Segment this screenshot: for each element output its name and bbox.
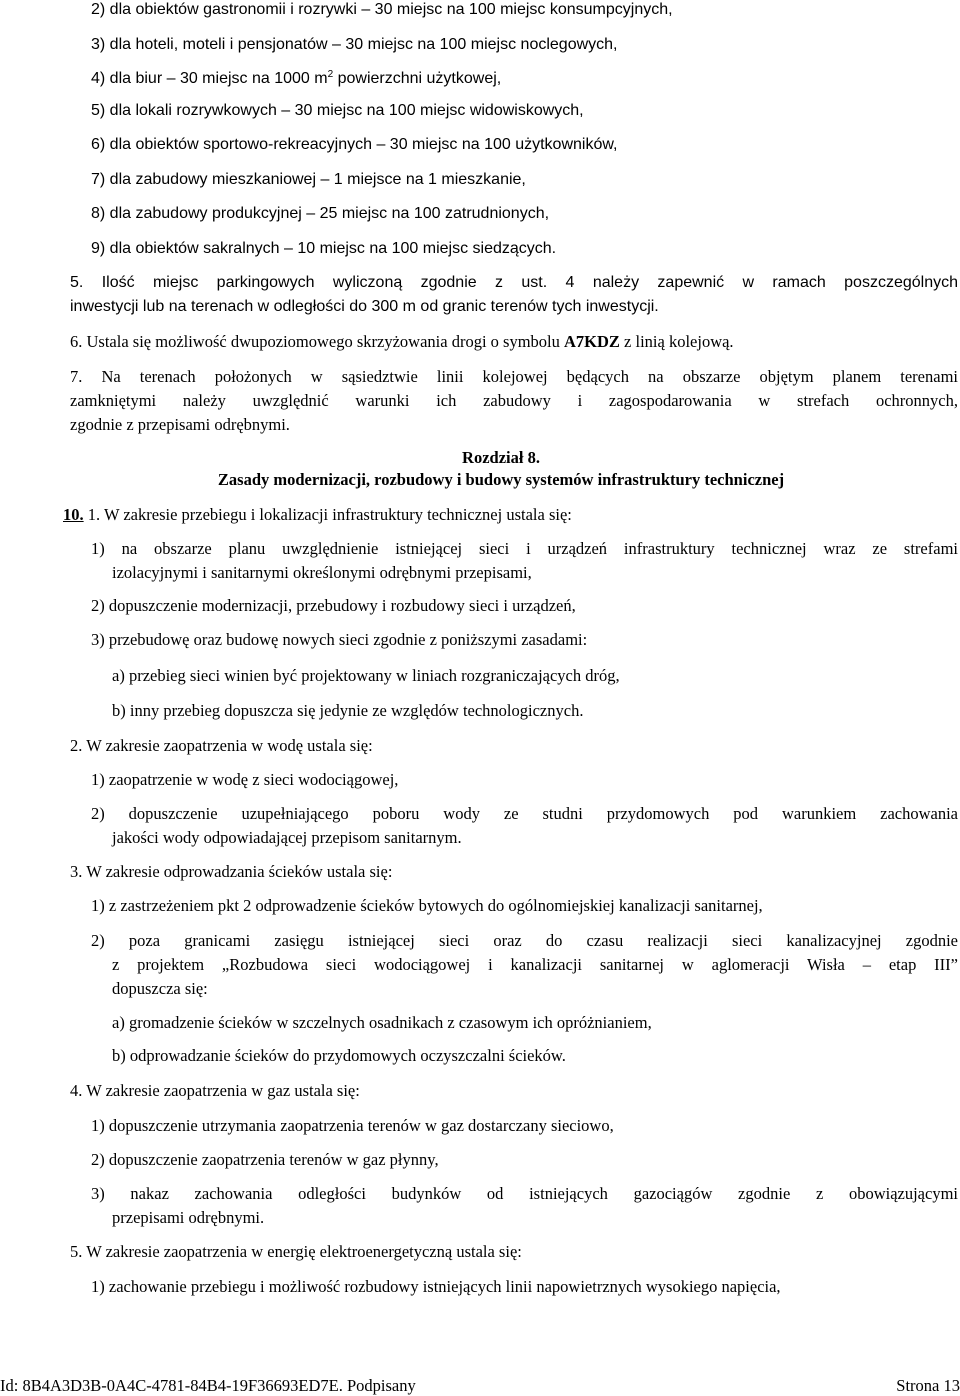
gas-item-3-line-1: 3) nakaz zachowania odległości budynków od istniejących gazociągów zgodnie z obowiązującymi [91,1184,958,1203]
energy-heading: 5. W zakresie zaopatrzenia w energię elektroenergetyczną ustala się: [70,1242,522,1261]
gas-heading: 4. W zakresie zaopatrzenia w gaz ustala się: [70,1081,360,1100]
s10-item-1-line-1: 1) na obszarze planu uwzględnienie istniejącej sieci i urządzeń infrastruktury technicznej wraz ze strefami [91,539,958,558]
sewage-item-2-line-3: dopuszcza się: [112,979,208,998]
energy-item-1: 1) zachowanie przebiegu i możliwość rozbudowy istniejących linii napowietrznych wysokiego napięcia, [91,1277,781,1296]
list-item-6: 6) dla obiektów sportowo-rekreacyjnych – 30 miejsc na 100 użytkowników, [91,136,618,153]
paragraph-7-line-2: zamkniętymi należy uwzględnić warunki ich zabudowy i zagospodarowania w strefach ochronnych, [70,391,958,410]
s10-item-3: 3) przebudowę oraz budowę nowych sieci zgodnie z poniższymi zasadami: [91,630,588,649]
sewage-item-2-line-1: 2) poza granicami zasięgu istniejącej sieci oraz do czasu realizacji sieci kanalizacyjnej zgodnie [91,931,958,950]
water-item-2-line-2: jakości wody odpowiadającej przepisom sanitarnym. [112,828,462,847]
sewage-heading: 3. W zakresie odprowadzania ścieków ustala się: [70,862,393,881]
list-item-4-text: 4) dla biur – 30 miejsc na 1000 m [91,70,328,87]
s10-item-3b: b) inny przebieg dopuszcza się jedynie ze względów technologicznych. [112,701,584,720]
section-10-heading [63,507,572,524]
document-id: Id: 8B4A3D3B-0A4C-4781-84B4-19F36693ED7E. Podpisany [0,1376,416,1395]
water-item-1: 1) zaopatrzenie w wodę z sieci wodociągowej, [91,770,399,789]
section-number: 10. [63,505,84,524]
paragraph-6 [70,334,734,351]
chapter-subtitle: Zasady modernizacji, rozbudowy i budowy systemów infrastruktury technicznej [217,470,785,489]
sewage-item-1: 1) z zastrzeżeniem pkt 2 odprowadzenie ścieków bytowych do ogólnomiejskiej kanalizacji sanitarnej, [91,896,763,915]
gas-item-2: 2) dopuszczenie zaopatrzenia terenów w gaz płynny, [91,1150,439,1169]
gas-item-3-line-2: przepisami odrębnymi. [112,1208,265,1227]
page-number: Strona 13 [896,1376,960,1395]
list-item-4 [91,70,501,87]
paragraph-5-line-2: inwestycji lub na terenach w odległości do 300 m od granic terenów tych inwestycji. [70,298,659,315]
road-symbol: A7KDZ [564,332,620,351]
list-item-5: 5) dla lokali rozrywkowych – 30 miejsc na 100 miejsc widowiskowych, [91,102,584,119]
paragraph-7-line-3: zgodnie z przepisami odrębnymi. [70,415,290,434]
sewage-item-2-line-2: z projektem „Rozbudowa sieci wodociągowej i kanalizacji sanitarnej w aglomeracji Wisła – etap III” [112,955,958,974]
paragraph-6-end: z linią kolejową. [619,332,734,351]
sewage-item-2a: a) gromadzenie ścieków w szczelnych osadnikach z czasowym ich opróżnianiem, [112,1013,652,1032]
water-item-2-line-1: 2) dopuszczenie uzupełniającego poboru wody ze studni przydomowych pod warunkiem zachowania [91,804,958,823]
list-item-3: 3) dla hoteli, moteli i pensjonatów – 30 miejsc na 100 miejsc noclegowych, [91,36,618,53]
paragraph-5-line-1: 5. Ilość miejsc parkingowych wyliczoną zgodnie z ust. 4 należy zapewnić w ramach poszczególnych [70,274,958,291]
list-item-7: 7) dla zabudowy mieszkaniowej – 1 miejsce na 1 mieszkanie, [91,171,526,188]
list-item-4-rest: powierzchni użytkowej, [333,70,502,87]
s10-item-2: 2) dopuszczenie modernizacji, przebudowy i rozbudowy sieci i urządzeń, [91,596,576,615]
paragraph-7-line-1: 7. Na terenach położonych w sąsiedztwie linii kolejowej będących na obszarze objętym planem terenami [70,367,958,386]
chapter-title: Rozdział 8. [462,448,540,467]
sewage-item-2b: b) odprowadzanie ścieków do przydomowych oczyszczalni ścieków. [112,1046,566,1065]
list-item-8: 8) dla zabudowy produkcyjnej – 25 miejsc na 100 zatrudnionych, [91,205,550,222]
gas-item-1: 1) dopuszczenie utrzymania zaopatrzenia terenów w gaz dostarczany sieciowo, [91,1116,614,1135]
section-10-text: 1. W zakresie przebiegu i lokalizacji infrastruktury technicznej ustala się: [83,505,572,524]
paragraph-6-text: 6. Ustala się możliwość dwupoziomowego skrzyżowania drogi o symbolu [70,332,564,351]
water-heading: 2. W zakresie zaopatrzenia w wodę ustala się: [70,736,373,755]
s10-item-3a: a) przebieg sieci winien być projektowany w liniach rozgraniczających dróg, [112,666,620,685]
list-item-9: 9) dla obiektów sakralnych – 10 miejsc na 100 miejsc siedzących. [91,240,557,257]
list-item-2: 2) dla obiektów gastronomii i rozrywki – 30 miejsc na 100 miejsc konsumpcyjnych, [91,1,673,18]
s10-item-1-line-2: izolacyjnymi i sanitarnymi określonymi odrębnymi przepisami, [112,563,532,582]
superscript: 2 [327,69,334,80]
